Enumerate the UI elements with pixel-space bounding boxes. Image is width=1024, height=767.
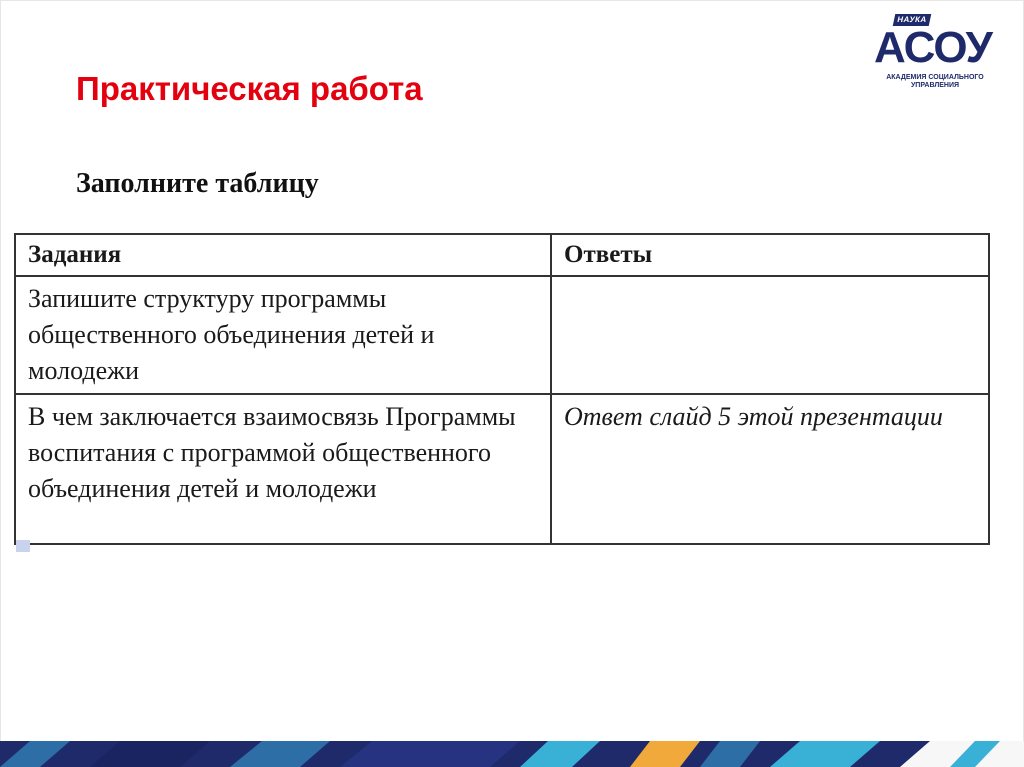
table-row [15,276,989,394]
table-header-row [15,234,989,276]
task-cell: Запишите структуру программы общественного объединения детей и молодежи [15,276,551,394]
slide-subtitle: Заполните таблицу [76,168,319,199]
answer-cell[interactable] [551,276,989,394]
asou-logo [872,14,998,94]
bullet-marker [16,540,30,552]
tasks-table [14,233,990,545]
answer-cell[interactable]: Ответ слайд 5 этой презентации [551,394,989,544]
logo-mark: АСОУ [874,23,992,72]
task-cell: В чем заключается взаимосвязь Программы воспитания с программой общественного объединения детей и молодежи [15,394,551,544]
table-row [15,394,989,544]
slide-title: Практическая работа [76,70,423,107]
footer-decoration [0,741,1024,767]
header-answers: Ответы [551,234,989,276]
logo-badge: НАУКА [893,14,932,26]
header-tasks: Задания [15,234,551,276]
logo-tagline: АКАДЕМИЯ СОЦИАЛЬНОГО УПРАВЛЕНИЯ [886,74,984,89]
